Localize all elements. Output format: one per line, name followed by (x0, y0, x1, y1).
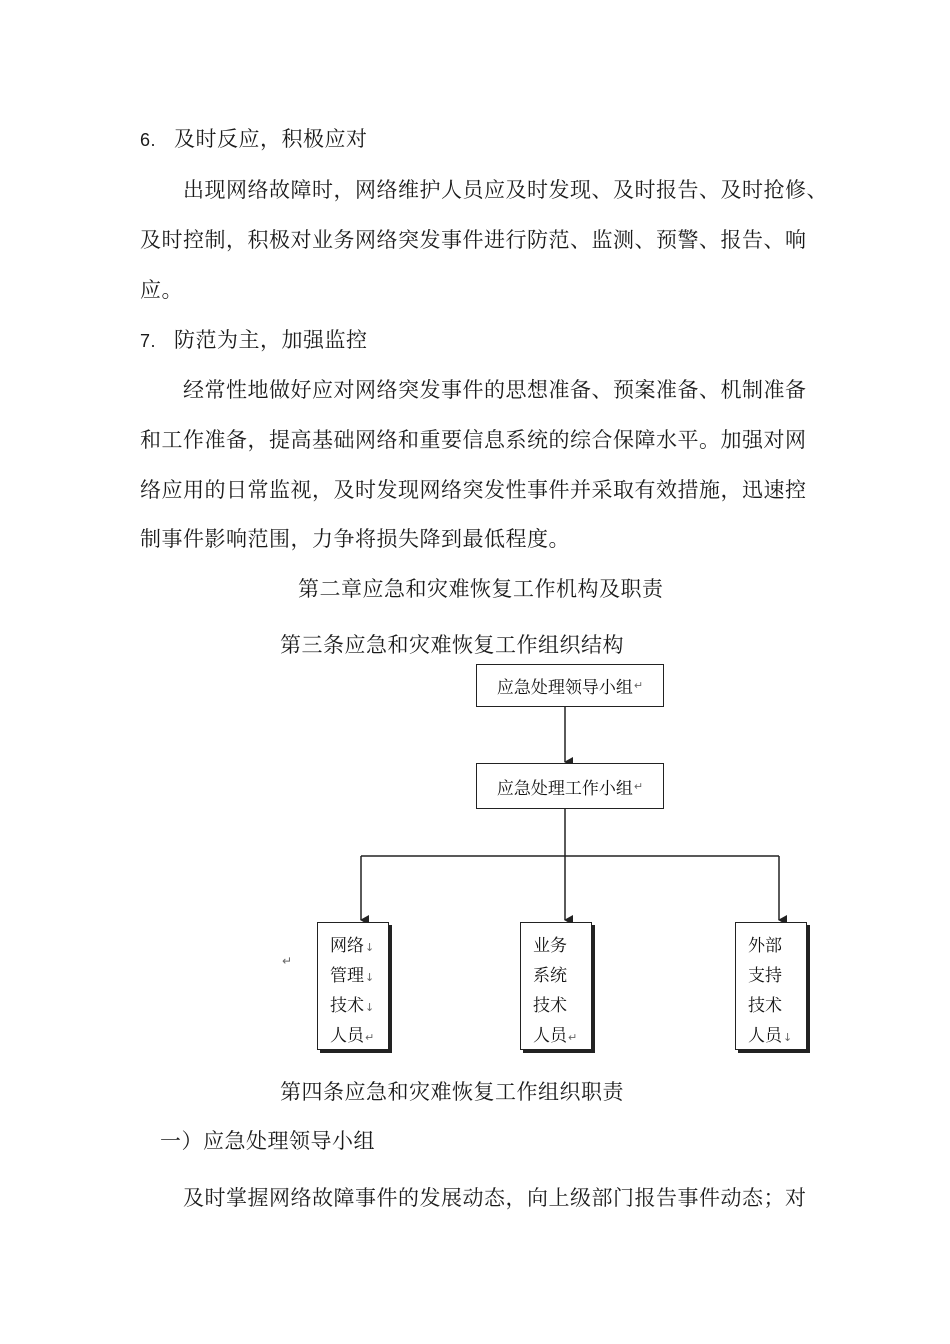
org-box-line: 技术 (748, 996, 782, 1016)
chapter-title: 第二章应急和灾难恢复工作机构及职责 (298, 577, 664, 601)
org-box-line: 技术 (533, 996, 567, 1016)
org-box-line: 外部 (748, 936, 782, 956)
article-title: 第三条应急和灾难恢复工作组织结构 (280, 633, 624, 657)
paragraph-mark: ↵ (633, 679, 644, 692)
section-number: 7. (140, 331, 157, 351)
org-box-line: 支持 (748, 966, 782, 986)
org-box-business-staff (520, 922, 592, 1050)
section-number: 6. (140, 130, 157, 150)
org-box-network-staff (317, 922, 389, 1050)
subsection-title: 一）应急处理领导小组 (160, 1129, 375, 1153)
paragraph-line: 制事件影响范围，力争将损失降到最低程度。 (140, 527, 570, 551)
org-box-label: 应急处理工作小组 (496, 778, 633, 799)
org-box-line: 人员↵ (533, 1026, 578, 1046)
org-box-line: 管理↓ (330, 966, 375, 986)
org-box-line: 人员↓ (748, 1026, 793, 1046)
section-title: 防范为主，加强监控 (174, 328, 368, 352)
article-title: 第四条应急和灾难恢复工作组织职责 (280, 1080, 624, 1104)
paragraph-line: 出现网络故障时，网络维护人员应及时发现、及时报告、及时抢修、 (183, 178, 828, 202)
paragraph-line: 及时控制，积极对业务网络突发事件进行防范、监测、预警、报告、响 (140, 228, 807, 252)
org-box-line: 网络↓ (330, 936, 375, 956)
paragraph-mark: ↵ (633, 779, 644, 793)
section-title: 及时反应，积极应对 (174, 127, 368, 151)
org-box-line: 技术↓ (330, 996, 375, 1016)
paragraph-line: 及时掌握网络故障事件的发展动态，向上级部门报告事件动态；对 (183, 1186, 807, 1210)
paragraph-line: 经常性地做好应对网络突发事件的思想准备、预案准备、机制准备 (183, 378, 807, 402)
paragraph-line: 应。 (140, 278, 183, 302)
org-box-leadership-group (476, 664, 664, 707)
paragraph-mark: ↵ (282, 954, 293, 968)
org-box-line: 人员↵ (330, 1026, 375, 1046)
org-box-label: 应急处理领导小组 (496, 678, 633, 698)
paragraph-line: 络应用的日常监视，及时发现网络突发性事件并采取有效措施，迅速控 (140, 478, 807, 502)
org-box-line: 业务 (533, 936, 567, 956)
org-box-working-group (476, 763, 664, 809)
org-box-line: 系统 (533, 966, 567, 986)
org-box-external-staff (735, 922, 807, 1050)
paragraph-line: 和工作准备，提高基础网络和重要信息系统的综合保障水平。加强对网 (140, 428, 807, 452)
